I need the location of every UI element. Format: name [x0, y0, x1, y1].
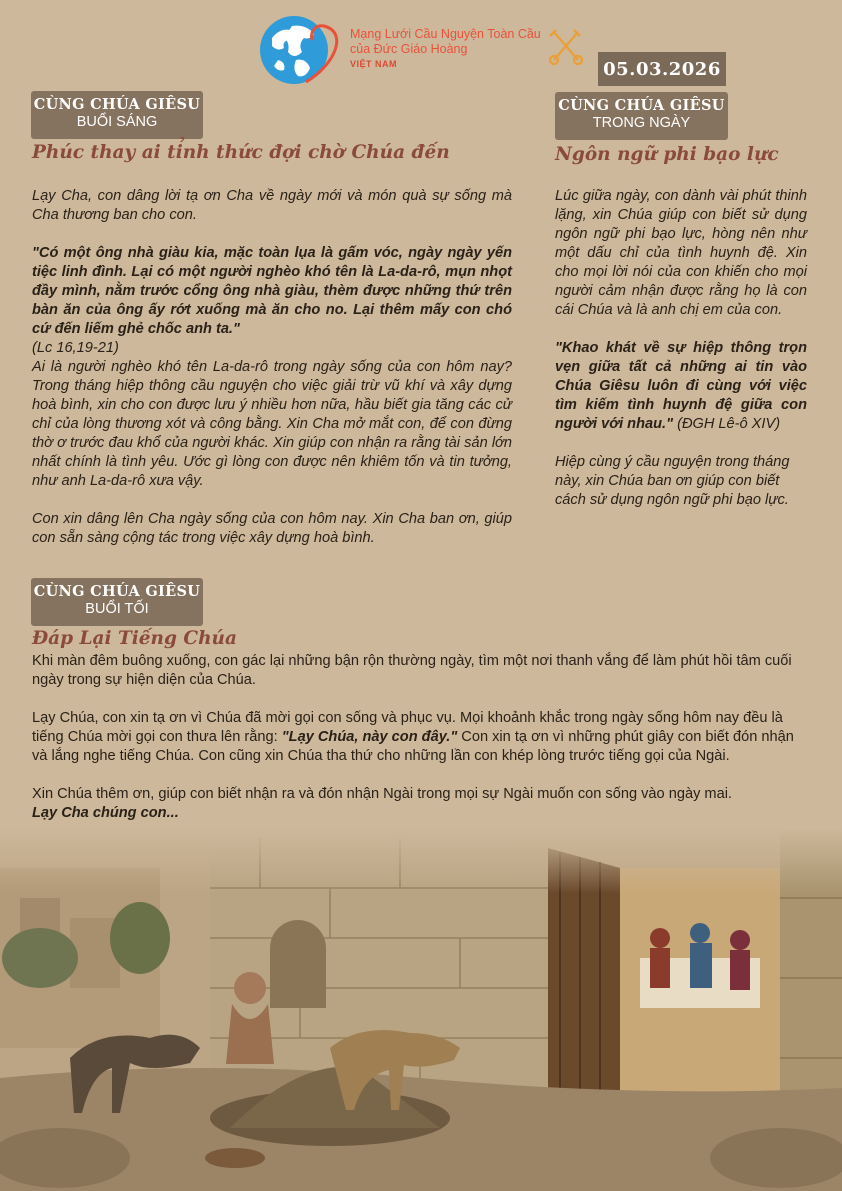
evening-body [32, 652, 810, 823]
lazarus-illustration [0, 828, 842, 1191]
morning-paragraph-2: Ai là người nghèo khó tên La-da-rô trong ngày sống của con hôm nay? Trong tháng hiệp thông cầu nguyện cho việc giải trừ vũ khí và xây dựng hoà bình, xin cho con được lưu ý nhiều hơn nữa, hầu biết gia tăng các cử chỉ của lòng thương xót và công bằng. Xin Cha mở mắt con, để con đừng thờ ơ trước đau khổ của người khác. Xin giúp con nhận ra rằng tài sản lớn nhất chính là tình yêu. Ước gì lòng con được nên khiêm tốn và tin tưởng, như anh La-da-rô xưa vậy. [32, 359, 512, 489]
evening-paragraph-1: Khi màn đêm buông xuống, con gác lại những bận rộn thường ngày, tìm một nơi thanh vắng để làm phút hồi tâm cuối ngày trong sự hiện diện của Chúa. [32, 653, 792, 688]
morning-title: Phúc thay ai tỉnh thức đợi chờ Chúa đến [32, 142, 450, 163]
morning-quote-ref: (Lc 16,19-21) [32, 340, 119, 356]
evening-p2-after: Con xin tạ ơn vì những phút giây con biết đón nhận và lắng nghe tiếng Chúa. Con cũng xin Chúa tha thứ cho những lần con khép lòng trước tiếng gọi của Ngài. [32, 729, 794, 764]
day-label-line2: TRONG NGÀY [592, 115, 691, 131]
evening-p2-quote: "Lạy Chúa, này con đây." [281, 729, 458, 745]
evening-title: Đáp Lại Tiếng Chúa [32, 628, 237, 649]
day-paragraph-2: Hiệp cùng ý cầu nguyện trong tháng này, xin Chúa ban ơn giúp con biết cách sử dụng ngôn ngữ phi bạo lực. [555, 454, 790, 508]
org-name [350, 27, 541, 72]
morning-body [32, 187, 512, 548]
globe-logo-icon [258, 12, 342, 88]
day-title: Ngôn ngữ phi bạo lực [555, 144, 779, 165]
evening-paragraph-2 [32, 709, 810, 766]
day-paragraph-1: Lúc giữa ngày, con dành vài phút thinh lặng, xin Chúa giúp con biết sử dụng ngôn ngữ phi bạo lực, hòng nên như một dấu chỉ của tình huynh đệ. Xin cho mọi lời nói của con khiến cho mọi người cảm nhận được rằng họ là con cái Chúa và là anh chị em của con. [555, 188, 807, 318]
morning-label-line1: CÙNG CHÚA GIÊSU [33, 96, 201, 113]
morning-section-label [31, 91, 203, 139]
crossed-keys-icon [548, 26, 584, 68]
day-quote: "Khao khát về sự hiệp thông trọn vẹn giữa tất cả những ai tin vào Chúa Giêsu luôn đi cùng với việc tìm kiếm tình huynh đệ giữa con người với nhau." [555, 340, 807, 432]
evening-p2-before: Lạy Chúa, con xin tạ ơn vì Chúa đã mời gọi con sống và phục vụ. Mọi khoảnh khắc trong ngày sống hôm nay đều là tiếng Chúa mời gọi con thưa lên rằng: [32, 710, 783, 745]
org-country: VIỆT NAM [350, 59, 398, 69]
evening-closing: Lạy Cha chúng con... [32, 805, 179, 821]
morning-label-line2: BUỔI SÁNG [76, 114, 158, 130]
day-section-label [555, 92, 728, 140]
evening-section-label [31, 578, 203, 626]
evening-label-line1: CÙNG CHÚA GIÊSU [33, 583, 201, 600]
day-body [555, 187, 807, 510]
day-quote-ref: (ĐGH Lê-ô XIV) [677, 416, 781, 432]
morning-quote: "Có một ông nhà giàu kia, mặc toàn lụa là gấm vóc, ngày ngày yến tiệc linh đình. Lại có một người nghèo khó tên là La-da-rô, mụn nhọt đầy mình, nằm trước cổng ông nhà giàu, thèm được những thứ trên bàn ăn của ông ấy rớt xuống mà ăn cho no. Lại thêm mấy con chó cứ đến liếm ghẻ chốc anh ta." [32, 245, 512, 337]
date-badge: 05.03.2026 [598, 52, 726, 86]
org-line2: của Đức Giáo Hoàng [350, 42, 468, 56]
morning-paragraph-1: Lạy Cha, con dâng lời tạ ơn Cha về ngày mới và món quà sự sống mà Cha thương ban cho con. [32, 188, 512, 223]
morning-paragraph-3: Con xin dâng lên Cha ngày sống của con hôm nay. Xin Cha ban ơn, giúp con sẵn sàng cộng tác trong việc xây dựng hoà bình. [32, 511, 512, 546]
day-quote-block [555, 339, 807, 434]
day-label-line1: CÙNG CHÚA GIÊSU [558, 97, 725, 114]
org-line1: Mạng Lưới Cầu Nguyện Toàn Cầu [350, 27, 541, 41]
evening-paragraph-3: Xin Chúa thêm ơn, giúp con biết nhận ra và đón nhận Ngài trong mọi sự Ngài muốn con sống vào ngày mai. [32, 786, 732, 802]
evening-label-line2: BUỔI TỐI [85, 601, 149, 617]
